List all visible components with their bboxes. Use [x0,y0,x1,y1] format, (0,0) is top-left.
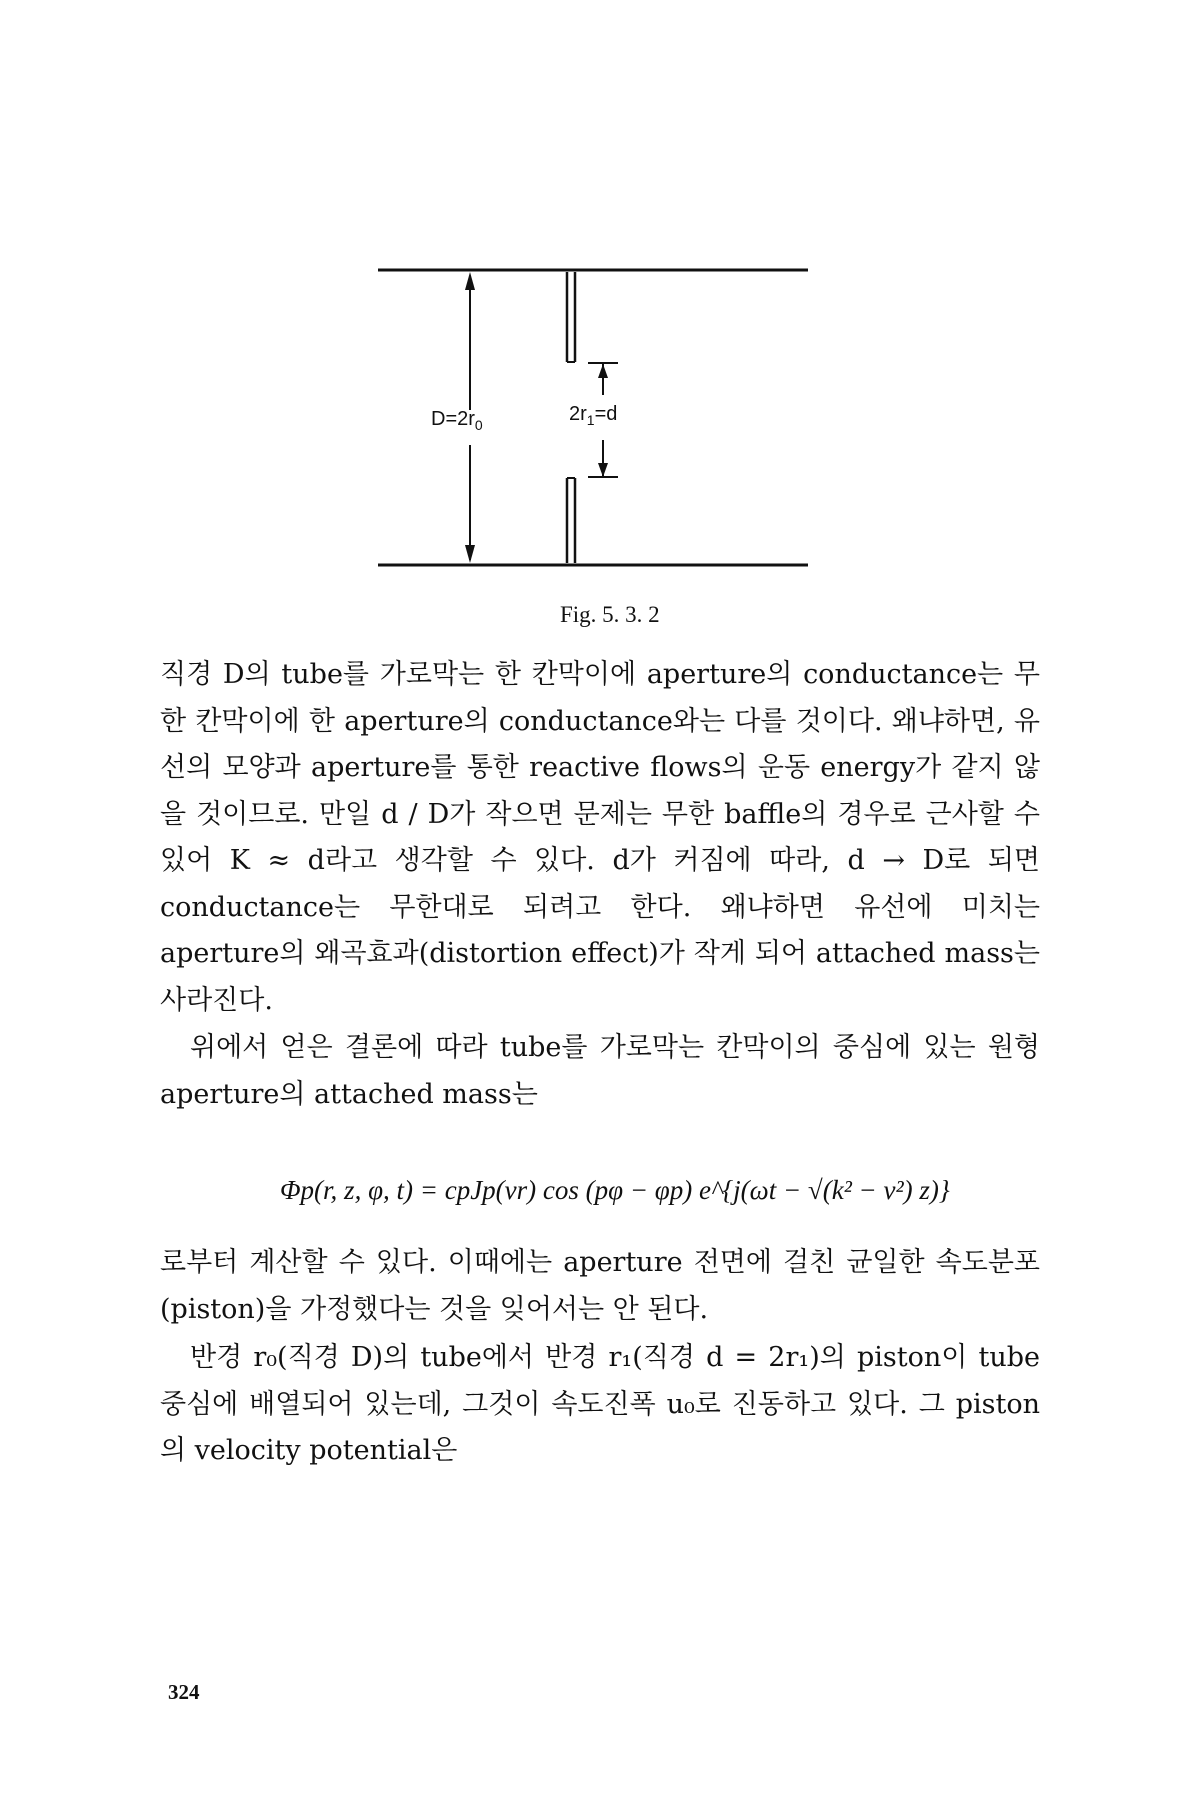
figure-tube-aperture [0,0,1200,620]
paragraph-4: 반경 r₀(직경 D)의 tube에서 반경 r₁(직경 d = 2r₁)의 piston이 tube 중심에 배열되어 있는데, 그것이 속도진폭 u₀로 진동하고 있다. 그 piston의 velocity potential은 [160,1342,1040,1466]
paragraph-2: 위에서 얻은 결론에 따라 tube를 가로막는 칸막이의 중심에 있는 원형 aperture의 attached mass는 [160,1032,1040,1110]
d-arrowhead-down [598,463,608,477]
page-number: 324 [168,1680,200,1704]
label-d: $2r_1=d$ [569,403,618,428]
D-arrowhead-down [465,545,475,563]
paragraph-1: 직경 D의 tube를 가로막는 한 칸막이에 aperture의 conductance는 무한 칸막이에 한 aperture의 conductance와는 다를 것이다. 왜냐하면, 유선의 모양과 aperture를 통한 reactive flows의 운동 energy가 같지 않을 것이므로. 만일 d / D가 작으면 문제는 무한 baffle의 경우로 근사할 수 있어 K ≈ d라고 생각할 수 있다. d가 커짐에 따라, d → D로 되면 conductance는 무한대로 되려고 한다. 왜냐하면 유선에 미치는 aperture의 왜곡효과(distortion effect)가 작게 되어 attached mass는 사라진다. [160,659,1040,1016]
velocity-potential-equation: Φp(r, z, φ, t) = cpJp(νr) cos (pφ − φp) e^{j(ωt − √(k² − ν²) z)} [280,1175,950,1205]
D-arrowhead-up [465,272,475,290]
tube-diagram [0,0,1200,620]
label-D: $D=2r_0$ [431,408,483,433]
figure-caption: Fig. 5. 3. 2 [560,602,660,627]
paragraph-3: 로부터 계산할 수 있다. 이때에는 aperture 전면에 걸친 균일한 속도분포(piston)을 가정했다는 것을 잊어서는 안 된다. [160,1247,1040,1325]
